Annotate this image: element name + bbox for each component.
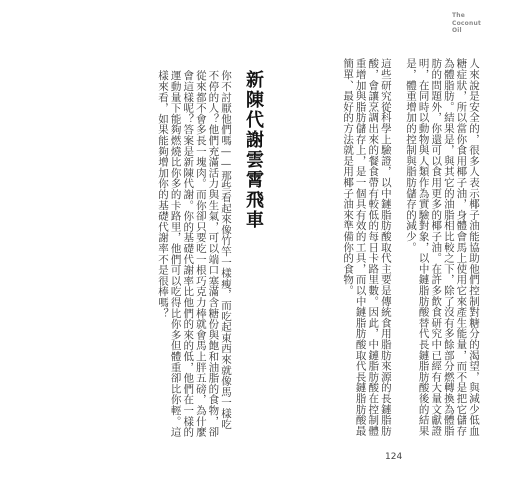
page-number: 124 xyxy=(385,452,403,462)
body-text-upper xyxy=(274,58,480,438)
paragraph: 這些研究從科學上驗證，以中鏈脂肪酸取代主要是傳統食用脂肪來源的長鏈脂肪酸，會讓烹調出來的餐食帶有較低的每日卡路里數。因此，中鏈脂肪酸在控制體重增加與脂肪儲存上，是一個具有效的工具，而以中鏈脂肪酸取代長鏈脂肪酸最簡單、最好的方法就是用椰子油來準備你的食物。 xyxy=(342,58,392,436)
header-line: Oil xyxy=(452,27,462,34)
running-header xyxy=(452,12,492,35)
section-heading: 新陳代謝雲霄飛車 xyxy=(243,70,264,230)
header-line: Coconut xyxy=(452,19,482,27)
paragraph: 你不討厭他們嗎——那些看起來像竹竿一樣瘦，而吃起東西來就像馬一樣吃不停的人？他們充滿活力與生氣，可以端口塞滿含糖份與飽和油脂的食物，卻從來都不會多長一塊肉。而你卻只要吃一根巧克力棒就會馬上胖五磅，為什麼會這樣呢？答案是新陳代謝。你的基礎代謝率比他們的來的低，他們在一樣的運動量下能夠燃燒比你多的卡路里，他們可以吃得比你多但體重卻比你輕。這樣來看，如果能夠增加你的基礎代謝率不是很棒嗎？ xyxy=(157,70,232,438)
paragraph: 人來說是安全的，很多人表示椰子油能協助他們控制對糖分的渴望，與減少低血糖症狀，所以當你食用椰子油，身體會馬上使用它來產生能量，而不是把它儲存為體脂肪。結果是，與其它的油脂相比較之下，除了沒有多餘部分燃轉換為體脂肪的問題外，你還可以食用更多的椰子油。在許多飲食研究中已經有大量文獻證明，在同時以動物與人類作為實驗對象，以中鏈脂肪酸替代長鏈脂肪酸後的結果是，體重增加的控制與脂肪儲存的減少。 xyxy=(405,58,480,436)
header-line: The xyxy=(452,12,466,19)
body-text-lower xyxy=(42,70,232,438)
